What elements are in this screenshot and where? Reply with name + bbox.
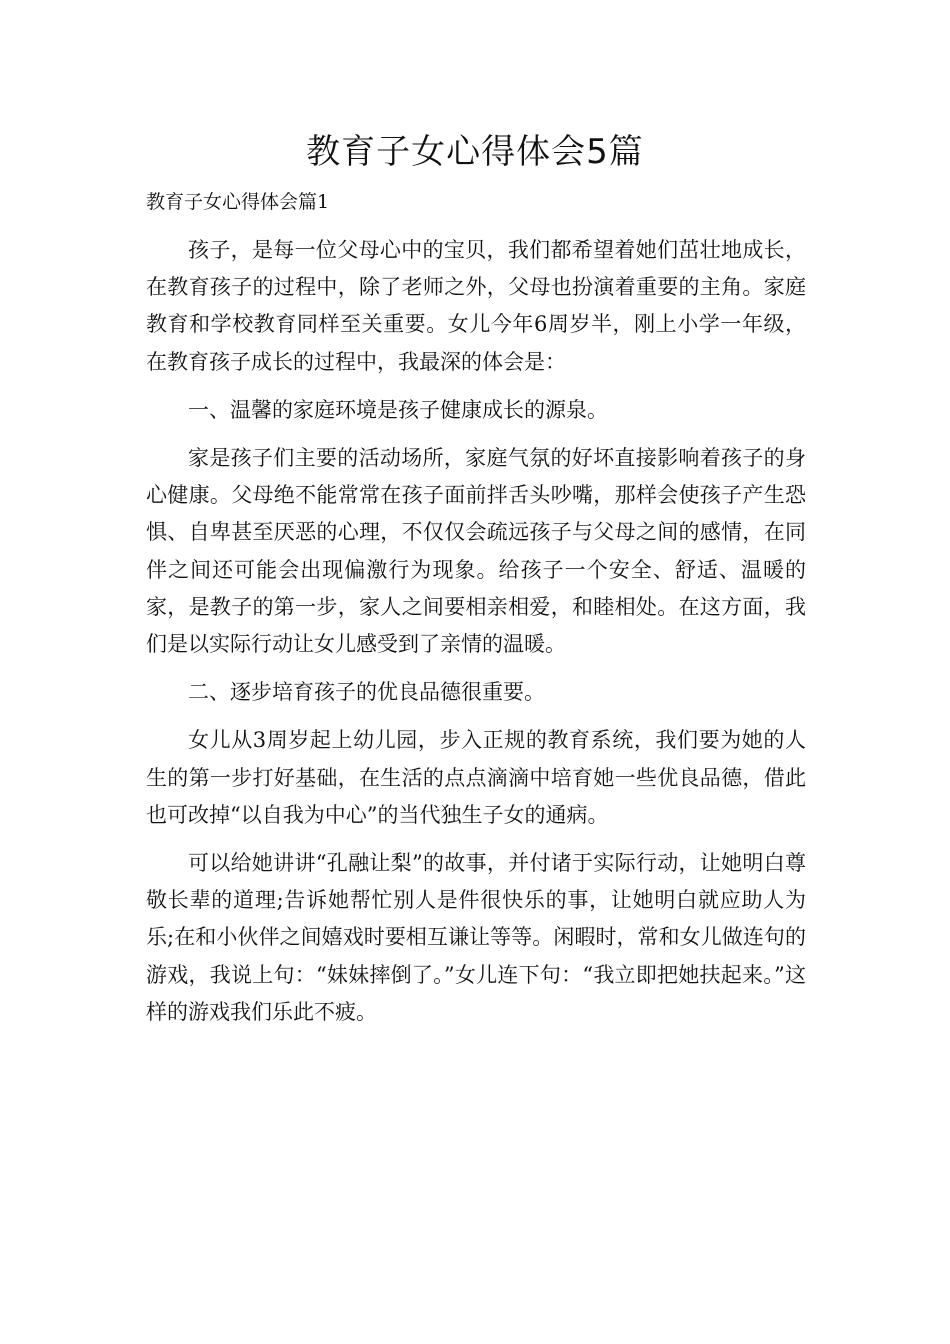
- point-heading: 二、逐步培育孩子的优良品德很重要。: [188, 680, 545, 705]
- body-paragraph: 女儿从3周岁起上幼儿园，步入正规的教育系统，我们要为她的人生的第一步打好基础，在生活的点点滴滴中培育她一些优良品德，借此也可改掉“以自我为中心”的当代独生子女的通病。: [146, 728, 806, 827]
- section-heading: 教育子女心得体会篇1: [146, 191, 330, 213]
- body-paragraph: 家是孩子们主要的活动场所，家庭气氛的好坏直接影响着孩子的身心健康。父母绝不能常常在孩子面前拌舌头吵嘴，那样会使孩子产生恐惧、自卑甚至厌恶的心理，不仅仅会疏远孩子与父母之间的感情，在同伴之间还可能会出现偏激行为现象。给孩子一个安全、舒适、温暖的家，是教子的第一步，家人之间要相亲相爱，和睦相处。在这方面，我们是以实际行动让女儿感受到了亲情的温暖。: [146, 446, 806, 657]
- document-title: 教育子女心得体会5篇: [306, 132, 644, 172]
- point-heading: 一、温馨的家庭环境是孩子健康成长的源泉。: [188, 397, 608, 422]
- body-paragraph: 孩子，是每一位父母心中的宝贝，我们都希望着她们茁壮地成长，在教育孩子的过程中，除了老师之外，父母也扮演着重要的主角。家庭教育和学校教育同样至关重要。女儿今年6周岁半，刚上小学一年级，在教育孩子成长的过程中，我最深的体会是：: [146, 238, 806, 374]
- body-paragraph: 可以给她讲讲“孔融让梨”的故事，并付诸于实际行动，让她明白尊敬长辈的道理;告诉她帮忙别人是件很快乐的事，让她明白就应助人为乐;在和小伙伴之间嬉戏时要相互谦让等等。闲暇时，常和女儿做连句的游戏，我说上句：“妹妹摔倒了。”女儿连下句：“我立即把她扶起来。”这样的游戏我们乐此不疲。: [146, 851, 806, 1024]
- document-body: [146, 232, 806, 1042]
